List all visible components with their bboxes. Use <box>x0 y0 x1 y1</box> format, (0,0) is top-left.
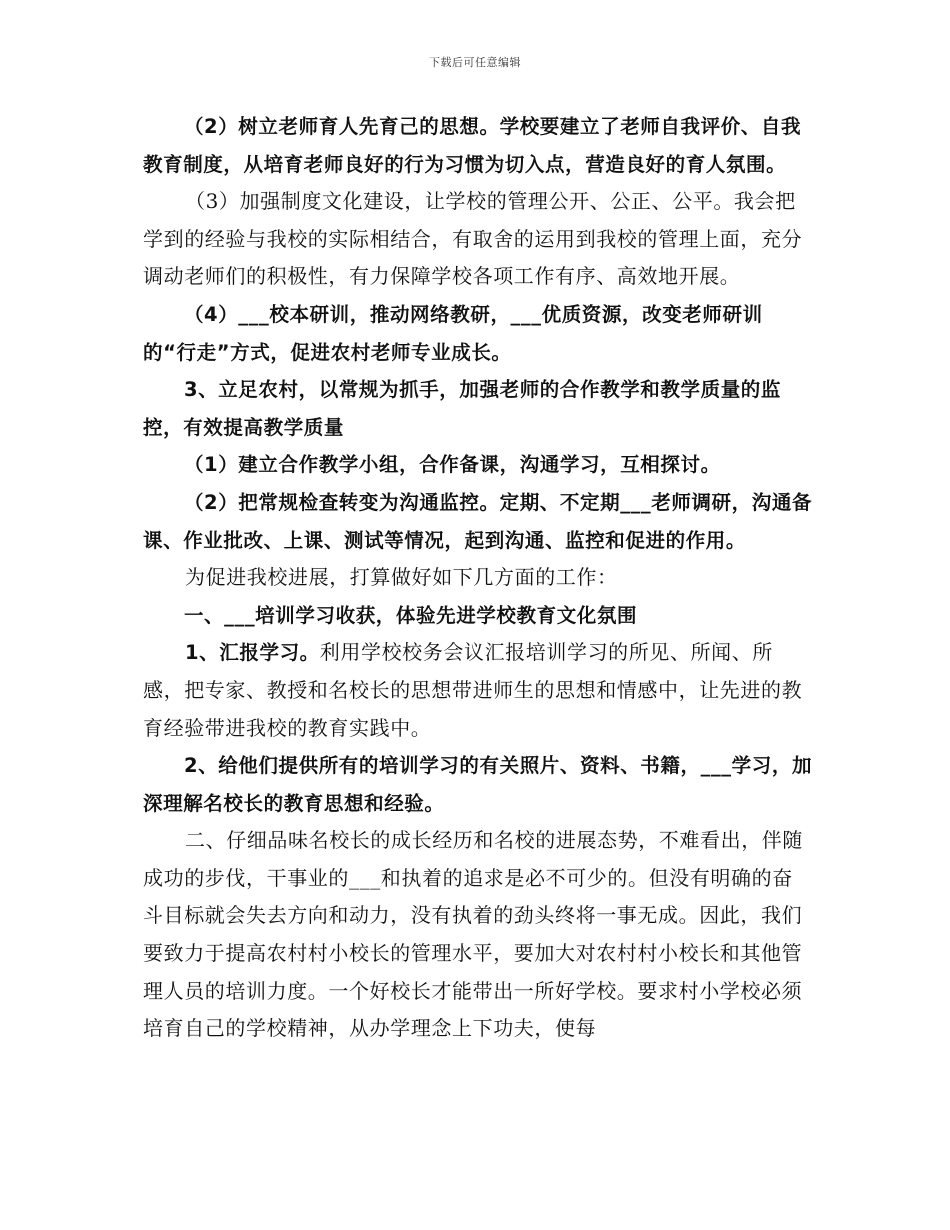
heading-rural-quality-monitoring: 3、立足农村，以常规为抓手，加强老师的合作教学和教学质量的监控，有效提高教学质量 <box>143 378 782 439</box>
paragraph-plan-intro: 为促进我校进展，打算做好如下几方面的工作： <box>185 565 618 590</box>
paragraph-school-based-training: （4）___校本研训，推动网络教研，___优质资源，改变老师研训的“行走”方式，促进农村老师专业成长。 <box>143 302 763 364</box>
paragraph-institutional-culture: （3）加强制度文化建设，让学校的管理公开、公正、公平。我会把学到的经验与我校的实际相结合，有取舍的运用到我校的管理上面，充分调动老师们的积极性，有力保障学校各项工作有序、高效地开展。 <box>143 189 803 289</box>
paragraph-communication-monitoring: （2）把常规检查转变为沟通监控。定期、不定期___老师调研，沟通备课、作业批改、上课、测试等情况，起到沟通、监控和促进的作用。 <box>143 490 813 552</box>
paragraph-report-learning <box>143 634 813 747</box>
heading-section-one: 一、___培训学习收获，体验先进学校教育文化氛围 <box>183 603 638 627</box>
document-body <box>143 108 813 1048</box>
paragraph-cooperative-teaching-group: （1）建立合作教学小组，合作备课，沟通学习，互相探讨。 <box>183 453 721 477</box>
page-header: 下载后可任意编辑 <box>429 56 521 69</box>
report-learning-lead: 1、汇报学习。 <box>185 641 320 665</box>
report-learning-text: 利用学校校务会议汇报培训学习的所见、所闻、所感，把专家、教授和名校长的思想带进师生的思想和情感中，让先进的教育经验带进我校的教育实践中。 <box>143 640 803 740</box>
paragraph-teacher-self-education: （2）树立老师育人先育己的思想。学校要建立了老师自我评价、自我教育制度，从培育老师良好的行为习惯为切入点，营造良好的育人氛围。 <box>143 115 802 176</box>
paragraph-provide-materials: 2、给他们提供所有的培训学习的有关照片、资料、书籍，___学习，加深理解名校长的教育思想和经验。 <box>143 754 813 815</box>
paragraph-section-two: 二、仔细品味名校长的成长经历和名校的进展态势，不难看出，伴随成功的步伐，干事业的___和执着的追求是必不可少的。但没有明确的奋斗目标就会失去方向和动力，没有执着的劲头终将一事无成。因此，我们要致力于提高农村村小校长的管理水平，要加大对农村村小校长和其他管理人员的培训力度。一个好校长才能带出一所好学校。要求村小学校必须培育自己的学校精神，从办学理念上下功夫，使每 <box>143 828 803 1041</box>
